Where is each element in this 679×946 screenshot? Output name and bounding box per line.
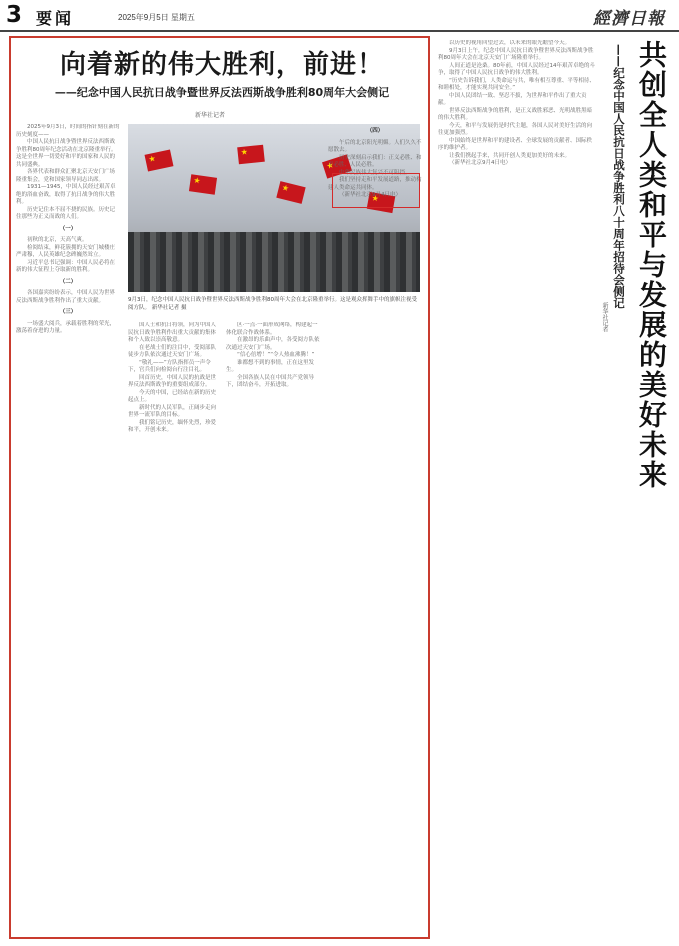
feature-subheadline: ——纪念中国人民抗日战争暨世界反法西斯战争胜利80周年大会侧记 — [54, 86, 390, 99]
section-marker: （二） — [59, 278, 77, 285]
paragraph: 今天，和平与发展仍是时代主题，各国人民对美好生活的向往更加强烈。 — [438, 122, 593, 136]
paragraph: 我们铭记历史，缅怀先烈，珍爱和平，开创未来。 — [128, 419, 217, 433]
paragraph: 中国人民抗日战争暨世界反法西斯战争胜利80周年纪念活动在北京隆重举行。这是全世界一切爱好和平的国家和人民的共同盛典。 — [16, 139, 117, 168]
paragraph: 区·一点·一面形成网络，构建起一体化联合作战体系。 — [226, 322, 318, 336]
newspaper-masthead — [0, 0, 679, 32]
paragraph: 以历史的视角回望过去，以未来的眼光瞻望今天。 — [449, 40, 571, 46]
paragraph: 初秋的北京，天高气爽。 — [27, 237, 88, 243]
paragraph: 人间正道是沧桑。80年前，中国人民经过14年艰苦卓绝的斗争，取得了中国人民抗日战争的伟大胜利。 — [438, 62, 595, 76]
paragraph: 国人士和抗日将领，向为中国人民抗日战争胜利作出重大贡献的集体和个人致以崇高敬意。 — [128, 322, 217, 343]
paragraph: 午后的北京阳光明媚。人们久久不愿散去。 — [328, 139, 422, 153]
paragraph: 谁都想不到的事情，正在这里发生。 — [226, 359, 315, 373]
issue-date: 2025年9月5日 星期五 — [118, 13, 195, 22]
paragraph: 各国嘉宾纷纷表示，中国人民为世界反法西斯战争胜利作出了重大贡献。 — [16, 290, 116, 304]
paragraph: 回首历史，中国人民的抗战是世界反法西斯战争的重要组成部分。 — [128, 374, 217, 388]
paragraph: 中国人民团结一致、坚忍不拔，为世界和平作出了重大贡献。 — [438, 92, 587, 106]
paragraph: 今天的中国，已经站在新的历史起点上。 — [128, 389, 217, 403]
section-marker: （四） — [366, 128, 384, 134]
paragraph: 中华民族伟大复兴不可阻挡。 — [339, 169, 411, 176]
paragraph: 习近平总书记强调：中国人民必将在新的伟大征程上夺取新的胜利。 — [16, 259, 116, 273]
article-column-3a — [226, 322, 320, 932]
article-end-note: （新华社北京9月4日电） — [449, 160, 511, 166]
paragraph: 世界反法西斯战争的胜利，是正义战胜邪恶、光明战胜黑暗的伟大胜利。 — [438, 107, 593, 121]
commentary-title: 共创全人类和平与发展的美好未来 — [635, 40, 668, 490]
paragraph: “历史告诉我们，人类命运与共，唯有相互尊重、平等相待、和睦相处，才能实现共同安全。” — [438, 77, 595, 91]
section-marker: （一） — [59, 225, 77, 232]
commentary-byline: 新华社记者 — [601, 302, 608, 332]
newspaper-logo: 經濟日報 — [593, 9, 665, 29]
commentary-body — [438, 40, 596, 932]
highlighted-quote-box — [332, 173, 420, 208]
section-marker: （三） — [59, 309, 77, 315]
paragraph: 我们坚持走和平发展道路，推动构建人类命运共同体。 — [328, 177, 422, 191]
paragraph: 历史深刻启示我们：正义必胜、和平必胜、人民必胜。 — [328, 154, 422, 168]
paragraph: 历史记住本不屈不挠的民族。历史记住那些为正义而战的人们。 — [16, 206, 116, 220]
paragraph: 新时代的人民军队，正阔步走向世界一流军队的目标。 — [128, 404, 217, 418]
article-column-2 — [128, 322, 218, 932]
flag-icon — [189, 174, 217, 194]
paragraph: 9月3日上午，纪念中国人民抗日战争暨世界反法西斯战争胜利80周年大会在北京天安门广场隆重举行。 — [438, 47, 594, 61]
paragraph: 2025年9月3日，时间的指针刻在新的历史刻度—— — [16, 124, 120, 138]
flag-icon — [276, 181, 305, 204]
page-number: 3 — [6, 2, 23, 28]
article-end-note: （新华社北京9月4日电） — [339, 192, 401, 198]
article-column-1 — [16, 124, 120, 932]
paragraph: 在老战士们的注目中，受阅部队徒步方队依次通过天安门广场。 — [128, 344, 217, 358]
photo-caption: 9月3日，纪念中国人民抗日战争暨世界反法西斯战争胜利80周年大会在北京隆重举行。这是观众挥舞手中的旗帜注视受阅方队。 新华社记者 摄 — [128, 297, 418, 311]
paragraph: 各界代表和群众汇聚北京天安门广场隆重集会，党和国家领导同志出席。 — [16, 169, 116, 183]
flag-icon — [145, 149, 174, 171]
paragraph: 1931—1945，中国人民经过艰苦卓绝的浴血奋战，取得了抗日战争的伟大胜利。 — [16, 184, 116, 205]
paragraph: 检阅结束，鲜花簇拥的天安门城楼庄严肃穆，人民英雄纪念碑巍然耸立。 — [16, 244, 116, 258]
flag-icon — [237, 145, 265, 165]
paragraph: “敬礼——”方队指挥员一声令下，官兵们向检阅台行注目礼。 — [128, 359, 211, 373]
paragraph: 一场盛大阅兵，承载着胜利的荣光，激荡着奋进的力量。 — [16, 320, 116, 334]
paragraph: “信心倍增！”“令人热血沸腾！” — [237, 352, 315, 358]
paragraph: 在激昂的乐曲声中，各受阅方队依次通过天安门广场。 — [226, 337, 320, 351]
article-column-3b — [328, 124, 422, 932]
paragraph: 让我们携起手来，共同开创人类更加美好的未来。 — [449, 152, 571, 159]
feature-byline: 新华社记者 — [194, 112, 225, 119]
section-name: 要闻 — [36, 9, 75, 28]
feature-headline: 向着新的伟大胜利，前进！ — [59, 50, 384, 80]
paragraph: 全国各族人民在中国共产党领导下，团结奋斗，开拓进取。 — [226, 374, 315, 388]
commentary-subtitle: ——纪念中国人民抗日战争胜利八十周年招待会侧记 — [612, 44, 626, 309]
paragraph: 中国始终是世界和平的建设者、全球发展的贡献者、国际秩序的维护者。 — [438, 137, 593, 151]
